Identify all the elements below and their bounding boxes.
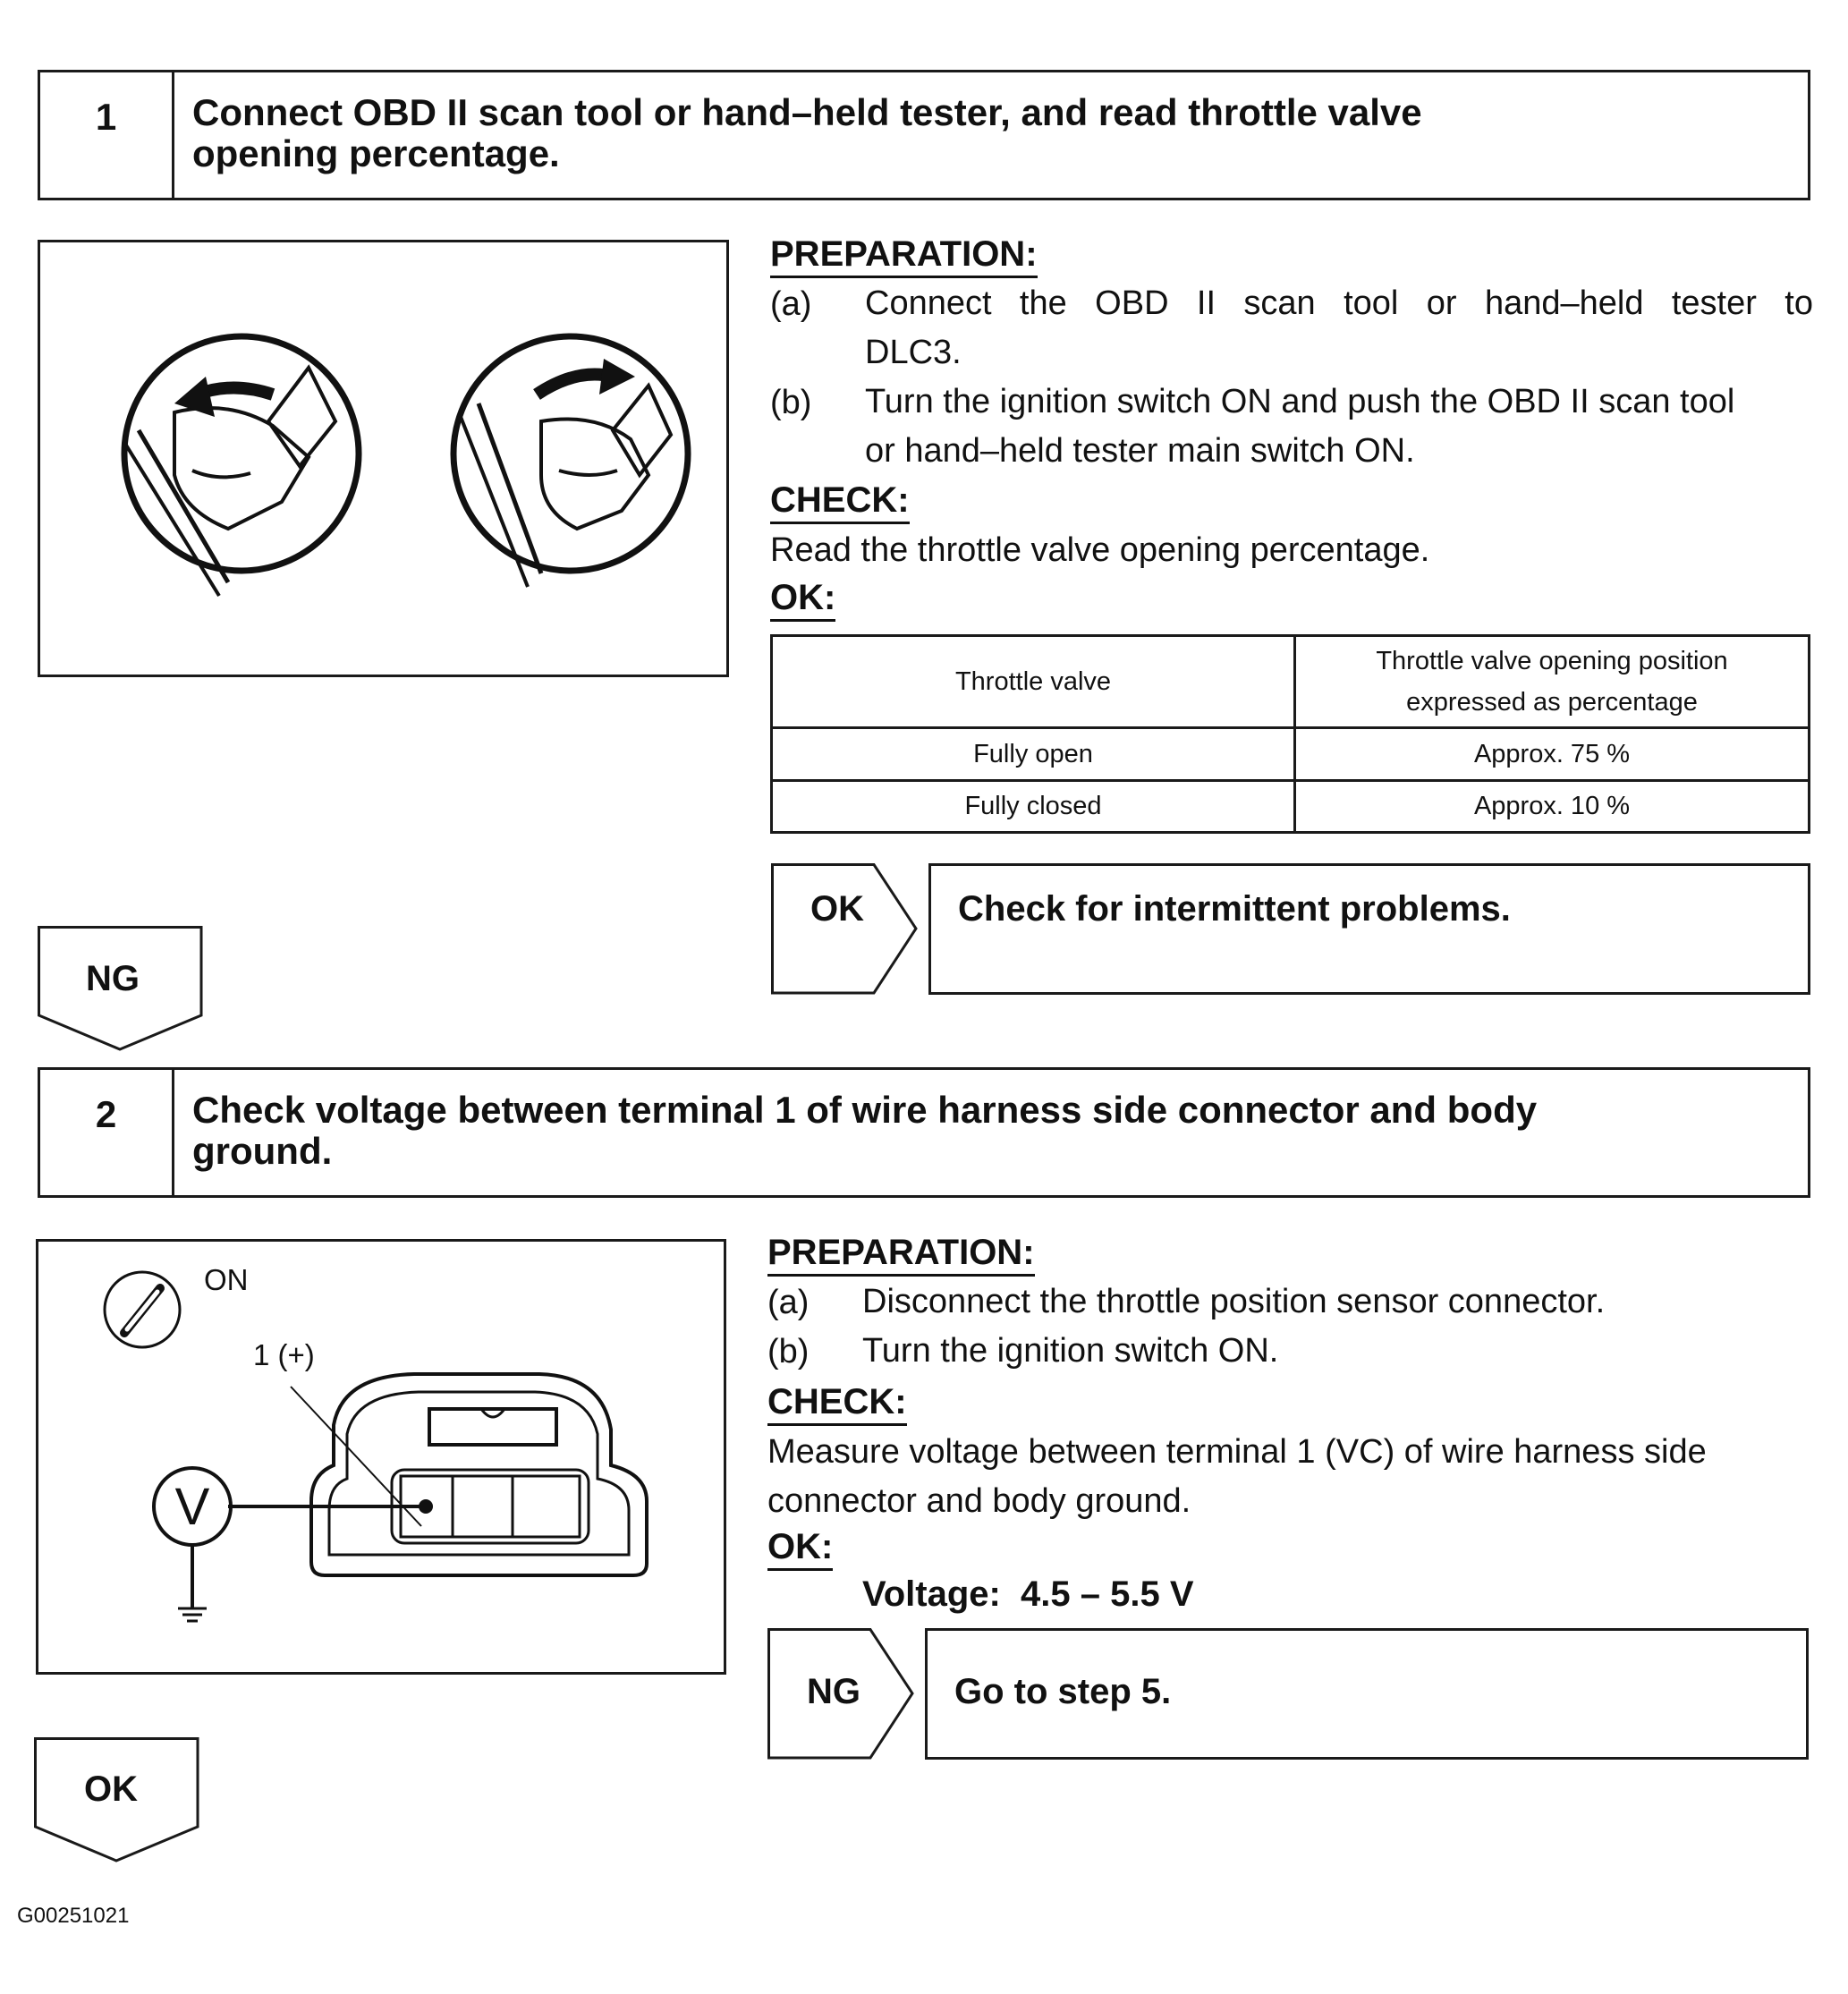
step-2-header xyxy=(38,1067,1810,1198)
voltage-spec: Voltage: 4.5 – 5.5 V xyxy=(862,1574,1194,1614)
prep-item-text: Turn the ignition switch ON. xyxy=(862,1332,1279,1370)
check-text: Read the throttle valve opening percentage. xyxy=(770,531,1430,569)
ok-heading: OK: xyxy=(770,578,835,622)
prep-item-letter: (a) xyxy=(770,285,812,323)
table-header-cell: Throttle valve opening position expressed as percentage xyxy=(1295,636,1810,728)
prep-item-text: Turn the ignition switch ON and push the OBD II scan tool or hand–held tester main switch ON. xyxy=(865,383,1735,470)
table-row xyxy=(772,728,1810,781)
pedal-illustration xyxy=(38,240,729,677)
table-row xyxy=(772,781,1810,833)
preparation-heading: PREPARATION: xyxy=(770,234,1038,278)
check-text: Measure voltage between terminal 1 (VC) of wire harness side connector and body ground. xyxy=(767,1433,1707,1520)
prep-item-text: Disconnect the throttle position sensor connector. xyxy=(862,1283,1606,1320)
prep-item-text: Connect the OBD II scan tool or hand–held tester to DLC3. xyxy=(865,284,1813,371)
table-cell: Fully closed xyxy=(772,781,1295,833)
ok-flow-label: OK xyxy=(84,1769,138,1809)
table-cell: Approx. 75 % xyxy=(1295,728,1810,781)
ok-result-label: OK xyxy=(810,889,864,929)
table-cell: Approx. 10 % xyxy=(1295,781,1810,833)
pedal-press-illustration xyxy=(454,336,688,587)
prep-item-letter: (a) xyxy=(767,1284,810,1321)
check-heading: CHECK: xyxy=(767,1382,907,1426)
step-title: Check voltage between terminal 1 of wire harness side connector and body ground. xyxy=(192,1089,1538,1172)
ok-result-text: Check for intermittent problems. xyxy=(958,889,1511,929)
table-header-row xyxy=(772,636,1810,728)
figure-id: G00251021 xyxy=(17,1904,130,1928)
throttle-opening-table xyxy=(770,634,1810,834)
table-header-cell: Throttle valve xyxy=(772,636,1295,728)
table-cell: Fully open xyxy=(772,728,1295,781)
prep-item-letter: (b) xyxy=(767,1333,810,1370)
voltage-check-illustration xyxy=(36,1239,726,1675)
ok-heading: OK: xyxy=(767,1527,833,1571)
ng-result-label: NG xyxy=(807,1672,860,1711)
voltmeter-symbol: V xyxy=(174,1478,210,1536)
pedal-release-illustration xyxy=(124,336,359,596)
ng-result-text: Go to step 5. xyxy=(954,1672,1172,1711)
check-heading: CHECK: xyxy=(770,480,910,524)
terminal-label: 1 (+) xyxy=(253,1338,315,1371)
step-title: Connect OBD II scan tool or hand–held tester, and read throttle valve opening percentage. xyxy=(192,91,1422,174)
preparation-heading: PREPARATION: xyxy=(767,1233,1035,1277)
ignition-key-icon xyxy=(105,1272,180,1347)
throttle-pedal-diagram xyxy=(40,242,732,680)
prep-item-letter: (b) xyxy=(770,384,812,421)
connector-illustration xyxy=(311,1374,647,1575)
voltmeter-diagram xyxy=(38,1242,729,1677)
step-1-header xyxy=(38,70,1810,200)
ok-arrow-shape xyxy=(771,863,923,997)
ng-flow-label: NG xyxy=(86,959,140,998)
step-number: 2 xyxy=(40,1070,174,1195)
step-number: 1 xyxy=(40,72,174,198)
ignition-on-label: ON xyxy=(204,1263,249,1296)
